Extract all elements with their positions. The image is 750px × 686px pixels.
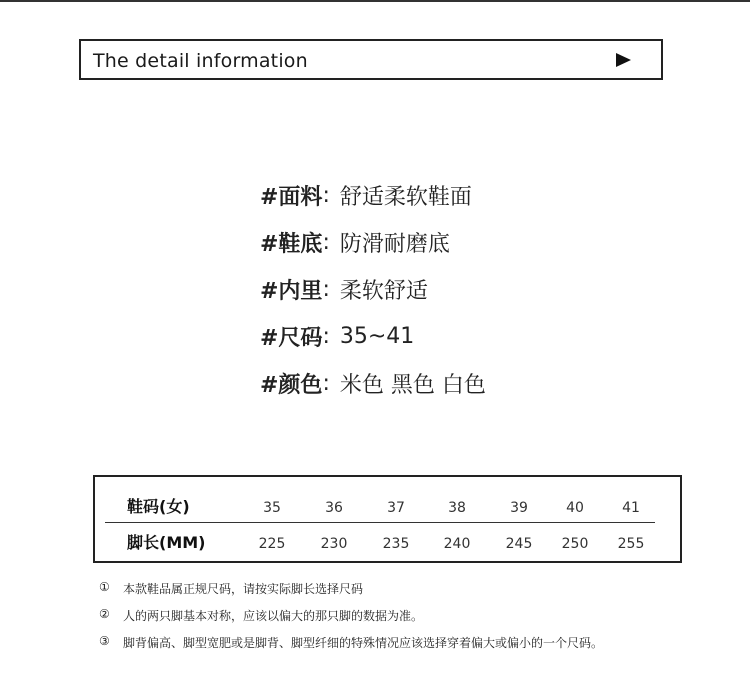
shoe-size-cell: 40 xyxy=(566,500,584,516)
detail-header xyxy=(79,39,663,80)
spec-value: 防滑耐磨底 xyxy=(339,232,450,257)
foot-length-cell: 240 xyxy=(443,536,471,552)
foot-length-cell: 235 xyxy=(382,536,410,552)
size-table xyxy=(93,475,682,563)
foot-length-label: 脚长(MM) xyxy=(127,533,206,552)
shoe-size-cell: 38 xyxy=(448,500,466,516)
spec-value: 舒适柔软鞋面 xyxy=(339,185,472,210)
foot-length-cell: 225 xyxy=(258,536,286,552)
spec-separator: : xyxy=(322,230,330,255)
spec-value: 35~41 xyxy=(339,324,415,349)
shoe-size-cell: 41 xyxy=(622,500,640,516)
spec-list xyxy=(260,172,486,407)
spec-row-material xyxy=(260,172,486,219)
spec-separator: : xyxy=(322,324,330,349)
foot-length-cell: 250 xyxy=(561,536,589,552)
spec-value: 柔软舒适 xyxy=(339,279,428,304)
spec-key: #面料 xyxy=(260,185,323,210)
note-number: ② xyxy=(99,607,110,621)
foot-length-cell: 255 xyxy=(617,536,645,552)
spec-separator: : xyxy=(322,183,330,208)
spec-row-size xyxy=(260,313,486,360)
note-text: 脚背偏高、脚型宽肥或是脚背、脚型纤细的特殊情况应该选择穿着偏大或偏小的一个尺码。 xyxy=(123,636,604,650)
spec-key: #尺码 xyxy=(260,326,323,351)
spec-key: #内里 xyxy=(260,279,323,304)
top-border-line xyxy=(0,0,750,2)
foot-length-cell: 245 xyxy=(505,536,533,552)
note-number: ① xyxy=(99,580,110,594)
spec-value: 米色 黑色 白色 xyxy=(339,373,486,398)
spec-row-lining xyxy=(260,266,486,313)
spec-row-color xyxy=(260,360,486,407)
shoe-size-cell: 39 xyxy=(510,500,528,516)
spec-row-sole xyxy=(260,219,486,266)
size-table-divider xyxy=(105,522,655,523)
foot-length-cell: 230 xyxy=(320,536,348,552)
shoe-size-cell: 35 xyxy=(263,500,281,516)
spec-key: #颜色 xyxy=(260,373,323,398)
spec-separator: : xyxy=(322,277,330,302)
detail-header-title: The detail information xyxy=(93,50,308,72)
note-text: 人的两只脚基本对称，应该以偏大的那只脚的数据为准。 xyxy=(123,609,424,623)
note-text: 本款鞋品属正规尺码，请按实际脚长选择尺码 xyxy=(123,582,364,596)
spec-separator: : xyxy=(322,371,330,396)
note-number: ③ xyxy=(99,634,110,648)
spec-key: #鞋底 xyxy=(260,232,323,257)
shoe-size-cell: 36 xyxy=(325,500,343,516)
shoe-size-label: 鞋码(女) xyxy=(127,497,190,516)
shoe-size-cell: 37 xyxy=(387,500,405,516)
play-arrow-icon xyxy=(616,53,631,67)
